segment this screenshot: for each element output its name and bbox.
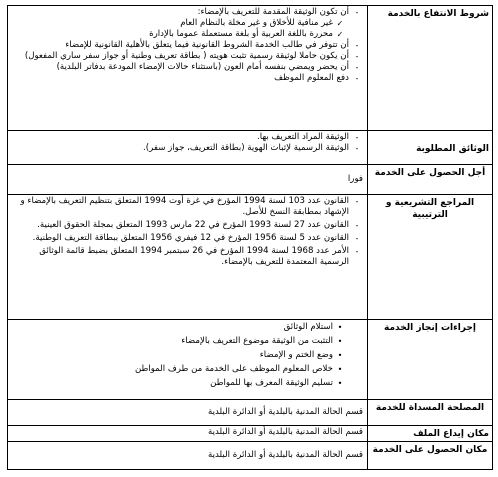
row-label: الوثائق المطلوبة — [368, 131, 493, 165]
table-row-file-deposit — [8, 426, 493, 442]
list-item: • خلاص المعلوم الموظف على الخدمة من طرف المواطن — [12, 364, 363, 375]
table-row-documents — [8, 131, 493, 165]
table-row-legal-references — [8, 195, 493, 320]
row-content — [8, 131, 368, 165]
row-content — [8, 195, 368, 320]
list-item: - القانون عدد 27 لسنة 1993 المؤرخ في 22 مارس 1993 المتعلق بمجلة الحقوق العينية. — [12, 220, 363, 231]
row-content — [8, 165, 368, 195]
row-label: مكان إيداع الملف — [368, 426, 493, 442]
row-content — [8, 400, 368, 426]
service-location-value: قسم الحالة المدنية بالبلدية أو الدائرة البلدية — [208, 450, 363, 460]
bullet-icon: • — [337, 379, 343, 388]
row-content — [8, 426, 368, 442]
delay-value: فورا — [347, 174, 363, 184]
table-row-service-location — [8, 442, 493, 470]
list-item: - القانون عدد 103 لسنة 1994 المؤرخ في غرة أوت 1994 المتعلق بتنظيم التعريف بالإمضاء و الإشهاد بمطابقة النسخ للأصل. — [12, 196, 363, 218]
dash-marker: - — [355, 221, 359, 230]
file-deposit-value: قسم الحالة المدنية بالبلدية أو الدائرة البلدية — [208, 427, 363, 437]
row-content — [8, 442, 368, 470]
row-label: المصلحة المسداة للخدمة — [368, 400, 493, 426]
bullet-icon: • — [337, 323, 343, 332]
bullet-icon: • — [337, 351, 343, 360]
list-item: - الوثيقة الرسمية لإثبات الهوية (بطاقة التعريف، جواز سفر). — [12, 143, 363, 154]
dash-marker: - — [355, 234, 359, 243]
list-item: ✓ محررة باللغة العربية أو بلغة مستعملة عموما بالإدارة — [149, 29, 344, 39]
dash-marker: - — [355, 133, 359, 142]
row-label: المراجع التشريعية و الترتيبية — [368, 195, 493, 320]
row-label: مكان الحصول على الخدمة — [368, 442, 493, 470]
row-content — [8, 320, 368, 400]
dash-marker: - — [355, 41, 359, 50]
list-item: - أن تكون الوثيقة المقدمة للتعريف بالإمضاء: — [12, 7, 363, 18]
dash-marker: - — [355, 247, 359, 256]
list-item: • وضع الختم و الإمضاء — [12, 350, 363, 361]
list-item: - الوثيقة المراد التعريف بها. — [12, 132, 363, 143]
bullet-icon: • — [337, 365, 343, 374]
list-item: • استلام الوثائق — [12, 322, 363, 333]
dash-marker: - — [355, 74, 359, 83]
row-label: إجراءات إنجاز الخدمة — [368, 320, 493, 400]
list-item: - دفع المعلوم الموظف — [12, 73, 363, 84]
table-row-procedures — [8, 320, 493, 400]
service-info-table — [7, 5, 493, 470]
table-row-service-provider — [8, 400, 493, 426]
row-label: أجل الحصول على الخدمة — [368, 165, 493, 195]
list-item: - الأمر عدد 1968 لسنة 1994 المؤرخ في 26 سبتمبر 1994 المتعلق بضبط قائمة الوثائق الرسمية المعتمدة للتعريف بالإمضاء. — [12, 246, 363, 268]
table-row-conditions — [8, 6, 493, 131]
dash-marker: - — [355, 144, 359, 153]
service-provider-value: قسم الحالة المدنية بالبلدية أو الدائرة البلدية — [208, 407, 363, 417]
dash-marker: - — [355, 63, 359, 72]
list-item: - أن يحضر ويمضي بنفسه أمام العون (باستثناء حالات الإمضاء المودعة بدفاتر البلدية) — [12, 62, 363, 73]
list-item: - القانون عدد 5 لسنة 1956 المؤرخ في 12 فيفري 1956 المتعلق ببطاقة التعريف الوطنية. — [12, 233, 363, 244]
bullet-icon: • — [337, 337, 343, 346]
table-row-delay — [8, 165, 493, 195]
list-item: ✓ غير منافية للأخلاق و غير مخلة بالنظام العام — [180, 18, 344, 28]
row-label: شروط الانتفاع بالخدمة — [368, 6, 493, 131]
list-item: • تسليم الوثيقة المعرف بها للمواطن — [12, 378, 363, 389]
dash-marker: - — [355, 52, 359, 61]
list-item: - أن تتوفر في طالب الخدمة الشروط القانونية فيما يتعلق بالأهلية القانونية للإمضاء — [12, 40, 363, 51]
dash-marker: - — [355, 8, 359, 17]
list-item: • التثبت من الوثيقة موضوع التعريف بالإمضاء — [12, 336, 363, 347]
row-content — [8, 6, 368, 131]
checkmark-icon: ✓ — [336, 19, 344, 28]
list-item: - أن يكون حاملا لوثيقة رسمية تثبت هويته ( بطاقة تعريف وطنية أو جواز سفر ساري المفعول) — [12, 51, 363, 62]
checkmark-icon: ✓ — [336, 30, 344, 39]
dash-marker: - — [355, 197, 359, 206]
